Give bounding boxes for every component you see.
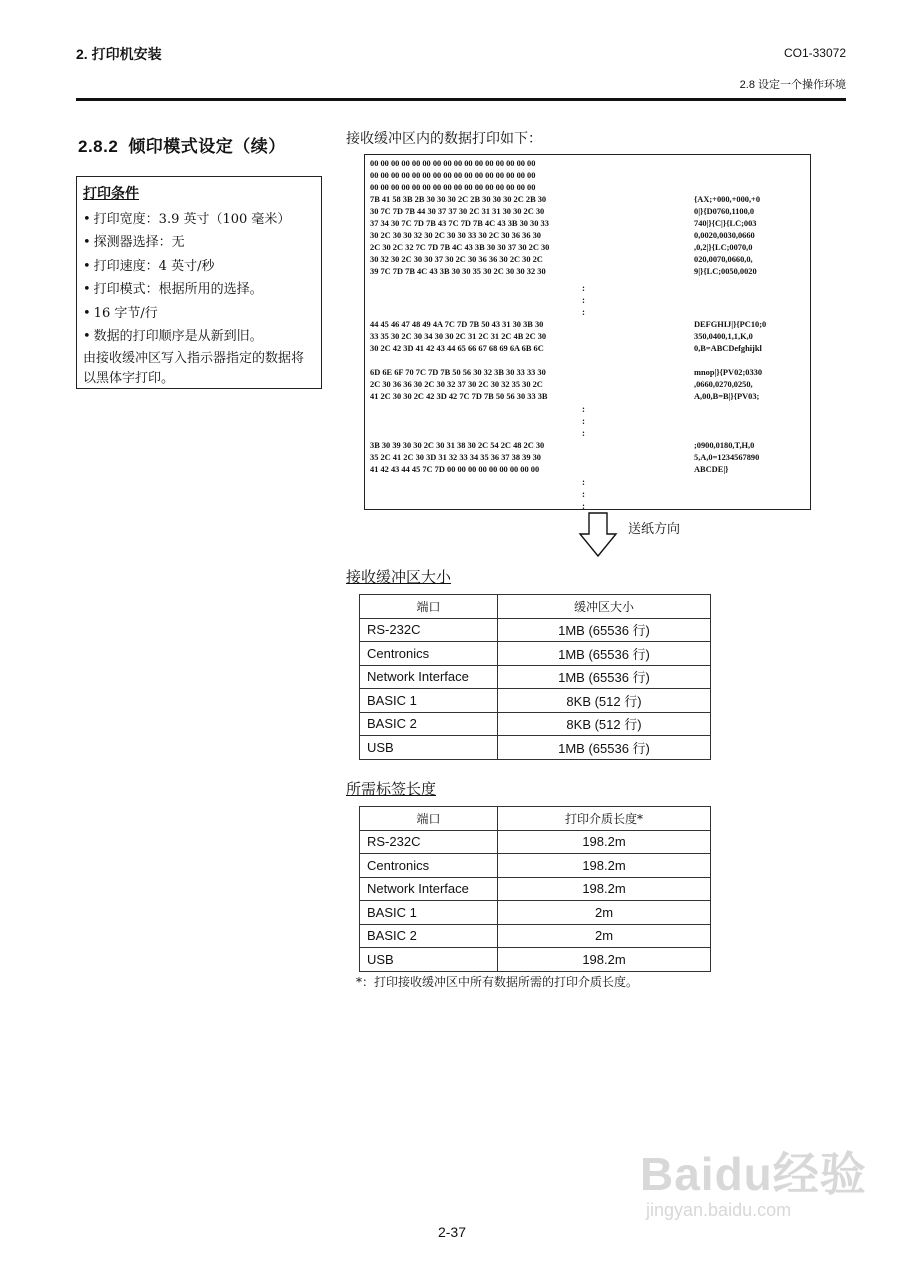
chapter-header: 2. 打印机安装 — [76, 46, 162, 62]
table-row — [360, 736, 711, 760]
ascii-block: DEFGHIJ|}{PC10;0 350,0400,1,1,K,0 0,B=ABCDefghijkl — [694, 320, 767, 353]
hex-block: 44 45 46 47 48 49 4A 7C 7D 7B 50 43 31 30 3B 30 33 35 30 2C 30 34 30 30 2C 31 2C 31 2C 4B 2C 30 30 2C 42 3D 41 42 43 44 65 66 67 68 69 6A 6B 6C — [370, 320, 547, 353]
value-cell: 1MB (65536 行) — [498, 665, 711, 689]
document-code: CO1-33072 — [783, 46, 846, 60]
hex-block: 3B 30 39 30 30 2C 30 31 38 30 2C 54 2C 48 2C 30 35 2C 41 2C 30 3D 31 32 33 34 35 36 37 38 39 30 41 42 43 44 45 7C 7D 00 00 00 00 00 00 00 00 00 — [370, 441, 545, 474]
value-cell: 8KB (512 行) — [498, 712, 711, 736]
watermark — [640, 1138, 867, 1221]
condition-item: • 打印速度：4 英寸/秒 — [83, 255, 315, 279]
port-cell: Network Interface — [360, 665, 498, 689]
section-title — [78, 132, 286, 157]
condition-item: • 探测器选择：无 — [83, 231, 315, 255]
condition-item: • 16 字节/行 — [83, 302, 315, 326]
value-cell: 198.2m — [498, 830, 711, 854]
ellipsis-dots: : : : — [582, 477, 585, 511]
value-cell: 1MB (65536 行) — [498, 618, 711, 642]
table-row — [360, 901, 711, 925]
condition-note: 由接收缓冲区写入指示器指定的数据将以黑体字打印。 — [83, 350, 305, 386]
port-cell: USB — [360, 736, 498, 760]
value-cell: 198.2m — [498, 877, 711, 901]
print-conditions-title: 打印条件 — [83, 186, 139, 202]
header-rule — [76, 98, 846, 101]
table-header-row — [360, 595, 711, 619]
ascii-block: ;0900,0180,T,H,0 5,A,0=1234567890 ABCDE|} — [694, 441, 760, 474]
print-conditions-box — [76, 176, 322, 389]
label-length-table — [359, 806, 711, 972]
feed-direction-arrow-icon — [578, 512, 618, 558]
table-row — [360, 689, 711, 713]
value-cell: 8KB (512 行) — [498, 689, 711, 713]
section-number: 2.8.2 — [78, 137, 119, 156]
table-row — [360, 948, 711, 972]
table-row — [360, 924, 711, 948]
ascii-block: {AX;+000,+000,+0 0|}{D0760,1100,0 740|}{C|}{LC;003 0,0020,0030,0660 ,0,2|}{LC;0070,0 020,0070,0660,0, 9|}{LC;0050,0020 — [694, 195, 761, 276]
port-cell: BASIC 2 — [360, 924, 498, 948]
port-cell: BASIC 1 — [360, 689, 498, 713]
feed-direction-label: 送纸方向 — [628, 522, 681, 537]
ascii-block: mnop|}{PV02;0330 ,0660,0270,0250, A,00,B=B|}{PV03; — [694, 368, 763, 401]
table-row — [360, 712, 711, 736]
value-cell: 2m — [498, 924, 711, 948]
value-cell: 1MB (65536 行) — [498, 736, 711, 760]
value-cell: 1MB (65536 行) — [498, 642, 711, 666]
value-cell: 2m — [498, 901, 711, 925]
ellipsis-dots: : : : — [582, 404, 585, 438]
footnote: *：打印接收缓冲区中所有数据所需的打印介质长度。 — [356, 975, 639, 989]
port-cell: RS-232C — [360, 618, 498, 642]
buffer-size-table — [359, 594, 711, 760]
port-cell: BASIC 2 — [360, 712, 498, 736]
table-row — [360, 618, 711, 642]
ellipsis-dots: : : : — [582, 283, 585, 317]
value-cell: 198.2m — [498, 854, 711, 878]
buffer-dump-intro: 接收缓冲区内的数据打印如下： — [346, 131, 542, 147]
column-header: 端口 — [360, 807, 498, 831]
port-cell: Centronics — [360, 854, 498, 878]
table-row — [360, 642, 711, 666]
port-cell: RS-232C — [360, 830, 498, 854]
watermark-logo: Baidu经验 — [640, 1148, 867, 1200]
hex-block: 00 00 00 00 00 00 00 00 00 00 00 00 00 00 00 00 00 00 00 00 00 00 00 00 00 00 00 00 00 00 00 00 00 00 00 00 00 00 00 00 00 00 00 00 00 00 00 00 7B 41 58 3B 2B 30 30 30 2C 2B 30 30 30 2C 2B 30 30 7C 7D 7B 44 30 37 37 30 2C 31 31 30 30 2C 30 37 34 30 7C 7D 7B 43 7C 7D 7B 4C 43 3B 30 30 33 30 2C 30 30 32 30 2C 30 30 33 30 2C 30 36 36 30 2C 30 2C 32 7C 7D 7B 4C 43 3B 30 30 37 30 2C 30 30 32 30 2C 30 30 37 30 2C 30 36 36 30 2C 30 2C 39 7C 7D 7B 4C 43 3B 30 30 35 30 2C 30 30 32 30 — [370, 159, 550, 276]
page-number: 2-37 — [437, 1224, 467, 1240]
value-cell: 198.2m — [498, 948, 711, 972]
port-cell: Centronics — [360, 642, 498, 666]
table-row — [360, 854, 711, 878]
port-cell: USB — [360, 948, 498, 972]
label-length-title: 所需标签长度 — [346, 780, 437, 798]
table-row — [360, 877, 711, 901]
condition-item: • 打印宽度：3.9 英寸（100 毫米） — [83, 208, 315, 232]
buffer-size-title: 接收缓冲区大小 — [346, 568, 452, 586]
column-header: 打印介质长度* — [498, 807, 711, 831]
watermark-url: jingyan.baidu.com — [646, 1200, 792, 1220]
section-header: 2.8 设定一个操作环境 — [739, 79, 846, 91]
port-cell: Network Interface — [360, 877, 498, 901]
condition-item: • 数据的打印顺序是从新到旧。 — [83, 325, 315, 349]
table-header-row — [360, 807, 711, 831]
column-header: 端口 — [360, 595, 498, 619]
table-row — [360, 830, 711, 854]
hex-block: 6D 6E 6F 70 7C 7D 7B 50 56 30 32 3B 30 33 33 30 2C 30 36 36 30 2C 30 32 37 30 2C 30 32 35 30 2C 41 2C 30 30 2C 42 3D 42 7C 7D 7B 50 56 30 33 3B — [370, 368, 548, 401]
condition-item: • 打印模式：根据所用的选择。 — [83, 278, 315, 302]
table-row — [360, 665, 711, 689]
port-cell: BASIC 1 — [360, 901, 498, 925]
section-title-text: 倾印模式设定（续） — [128, 137, 286, 157]
column-header: 缓冲区大小 — [498, 595, 711, 619]
